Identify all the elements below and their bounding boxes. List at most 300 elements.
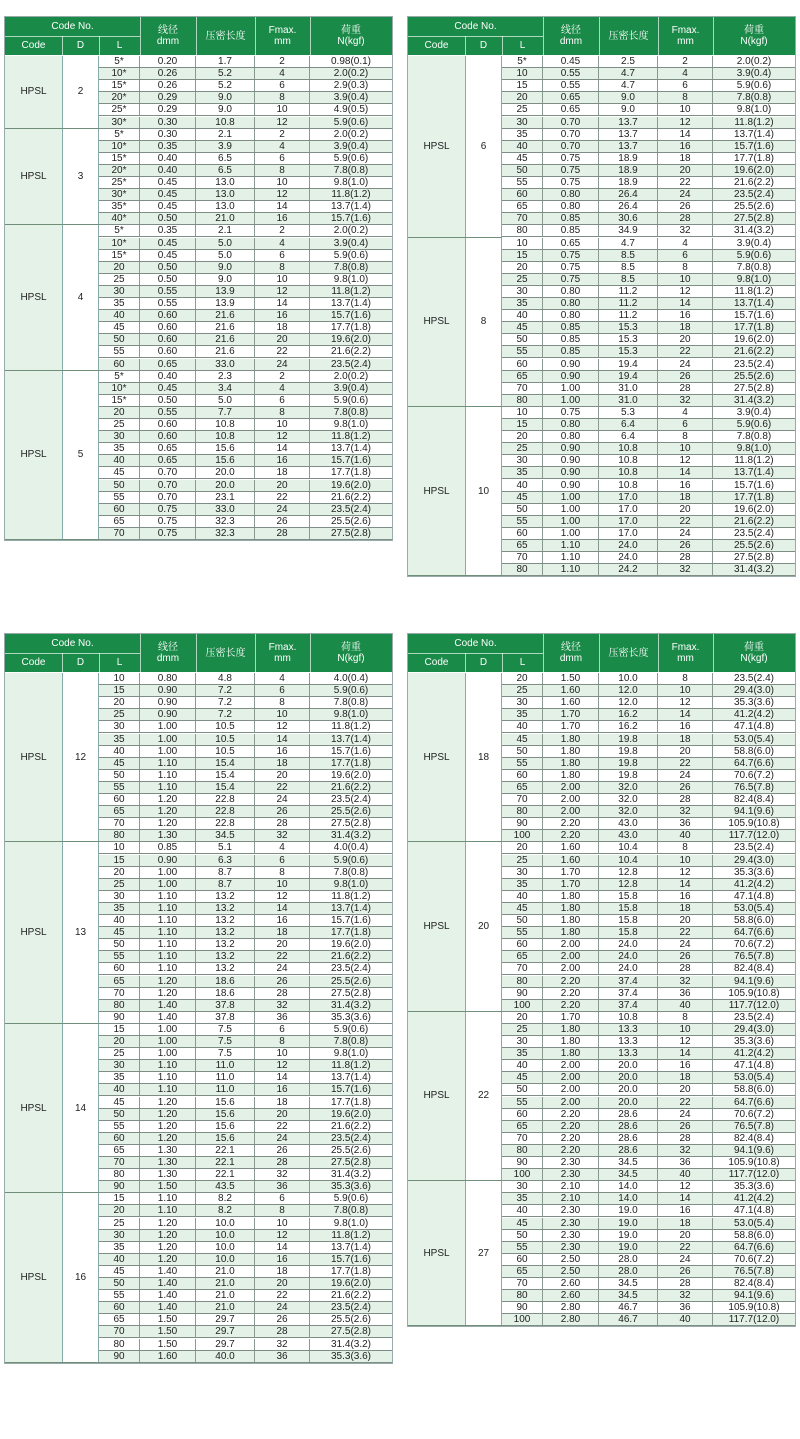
cell-fmax: 32 [255, 1339, 310, 1350]
cell-fmax: 14 [255, 734, 310, 745]
table-row [502, 516, 795, 528]
cell-load: 23.5(2.4) [733, 358, 775, 370]
cell-solid-length: 22.1 [196, 1157, 255, 1168]
cell-length: 55 [99, 951, 140, 962]
table-row [99, 371, 392, 383]
cell-solid-length: 13.9 [196, 286, 255, 297]
cell-wire-dia: 1.80 [543, 1048, 599, 1059]
cell-load: 25.5(2.6) [330, 806, 372, 818]
cell-solid-length: 14.0 [599, 1181, 658, 1192]
cell-load: 11.8(1.2) [331, 1060, 371, 1072]
table-row [99, 939, 392, 951]
cell-length: 15 [502, 250, 543, 261]
cell-length: 15 [502, 419, 543, 430]
cell-solid-length: 5.0 [196, 238, 255, 249]
cell-load: 11.8(1.2) [331, 1229, 371, 1241]
table-row [502, 1290, 795, 1302]
group-diameter: 5 [62, 371, 99, 539]
cell-length: 70 [99, 1326, 140, 1337]
table-row [502, 1012, 795, 1024]
table-row [502, 1181, 795, 1193]
cell-load: 27.5(2.8) [330, 818, 372, 830]
cell-solid-length: 10.8 [599, 480, 658, 491]
cell-wire-dia: 1.30 [140, 1157, 196, 1168]
cell-load: 15.7(1.6) [330, 1084, 372, 1096]
cell-wire-dia: 2.30 [543, 1205, 599, 1216]
cell-solid-length: 29.7 [196, 1339, 255, 1350]
cell-length: 45 [502, 903, 543, 914]
cell-wire-dia: 2.20 [543, 1145, 599, 1156]
header-column-divider [310, 634, 311, 672]
cell-load: 7.8(0.8) [736, 92, 772, 104]
table-row [99, 92, 392, 104]
group-code: HPSL [20, 86, 47, 98]
cell-length: 25 [502, 443, 543, 454]
spring-group-d3 [5, 129, 99, 226]
cell-load: 13.7(1.4) [330, 201, 372, 213]
cell-length: 45 [502, 734, 543, 745]
cell-length: 70 [502, 794, 543, 805]
table-row [502, 552, 795, 564]
table-row [502, 56, 795, 68]
cell-length: 70 [502, 1133, 543, 1144]
cell-length: 80 [502, 564, 543, 575]
cell-wire-dia: 0.70 [140, 467, 196, 478]
cell-wire-dia: 0.35 [140, 225, 196, 236]
cell-fmax: 18 [255, 927, 310, 938]
cell-solid-length: 43.5 [196, 1181, 255, 1192]
cell-load: 11.8(1.2) [331, 285, 371, 297]
cell-solid-length: 3.4 [196, 383, 255, 394]
cell-wire-dia: 1.80 [543, 734, 599, 745]
cell-fmax: 4 [255, 141, 310, 152]
cell-length: 80 [502, 806, 543, 817]
cell-fmax: 10 [255, 879, 310, 890]
cell-load: 17.7(1.8) [330, 757, 372, 769]
cell-fmax: 16 [658, 310, 713, 321]
cell-load: 2.0(0.2) [333, 225, 369, 237]
cell-load: 94.1(9.6) [733, 1290, 775, 1302]
cell-fmax: 16 [658, 480, 713, 491]
cell-wire-dia: 1.70 [543, 721, 599, 732]
cell-wire-dia: 1.10 [140, 951, 196, 962]
cell-length: 25* [99, 177, 140, 188]
cell-load: 13.7(1.4) [330, 443, 372, 455]
cell-solid-length: 20.0 [196, 467, 255, 478]
cell-wire-dia: 1.80 [543, 891, 599, 902]
cell-load: 19.6(2.0) [330, 479, 372, 491]
cell-length: 50 [502, 1084, 543, 1095]
cell-wire-dia: 1.00 [140, 1048, 196, 1059]
cell-wire-dia: 0.75 [543, 274, 599, 285]
cell-wire-dia: 0.85 [543, 213, 599, 224]
group-diameter: 2 [62, 56, 99, 128]
cell-length: 5* [99, 371, 140, 382]
cell-wire-dia: 0.65 [140, 443, 196, 454]
cell-solid-length: 16.2 [599, 721, 658, 732]
cell-length: 5* [99, 129, 140, 140]
cell-wire-dia: 1.10 [140, 915, 196, 926]
cell-length: 60 [99, 963, 140, 974]
cell-wire-dia: 0.75 [140, 516, 196, 527]
cell-solid-length: 15.3 [599, 334, 658, 345]
cell-load: 15.7(1.6) [733, 140, 775, 152]
header-divider [5, 36, 140, 37]
cell-solid-length: 28.6 [599, 1121, 658, 1132]
cell-wire-dia: 2.00 [543, 1060, 599, 1071]
header-column-divider [99, 653, 100, 672]
cell-length: 65 [502, 782, 543, 793]
cell-fmax: 12 [255, 1060, 310, 1071]
header-column-divider [62, 653, 63, 672]
table-row [99, 758, 392, 770]
cell-length: 65 [99, 806, 140, 817]
cell-load: 23.5(2.4) [733, 189, 775, 201]
cell-load: 17.7(1.8) [733, 491, 775, 503]
cell-fmax: 2 [255, 56, 310, 67]
cell-fmax: 4 [255, 68, 310, 79]
cell-load: 31.4(3.2) [733, 394, 775, 406]
cell-load: 13.7(1.4) [733, 467, 775, 479]
table-row [99, 516, 392, 528]
cell-solid-length: 2.5 [599, 56, 658, 67]
cell-fmax: 16 [658, 721, 713, 732]
cell-load: 58.8(6.0) [733, 1084, 775, 1096]
cell-load: 76.5(7.8) [733, 781, 775, 793]
cell-solid-length: 10.4 [599, 842, 658, 853]
cell-fmax: 16 [658, 1205, 713, 1216]
cell-wire-dia: 1.40 [140, 1266, 196, 1277]
group-diameter: 14 [62, 1024, 99, 1192]
cell-fmax: 36 [658, 818, 713, 829]
cell-solid-length: 19.8 [599, 734, 658, 745]
cell-fmax: 10 [658, 685, 713, 696]
cell-fmax: 20 [658, 165, 713, 176]
cell-load: 2.0(0.2) [333, 128, 369, 140]
cell-solid-length: 43.0 [599, 818, 658, 829]
cell-wire-dia: 0.30 [140, 117, 196, 128]
cell-fmax: 16 [255, 1084, 310, 1095]
cell-length: 90 [502, 818, 543, 829]
cell-wire-dia: 0.80 [543, 310, 599, 321]
table-row [502, 141, 795, 153]
cell-length: 25 [502, 1024, 543, 1035]
cell-fmax: 4 [658, 238, 713, 249]
table-row [502, 407, 795, 419]
cell-fmax: 26 [255, 516, 310, 527]
cell-wire-dia: 0.75 [140, 528, 196, 539]
table-row [99, 117, 392, 129]
cell-wire-dia: 1.20 [140, 1218, 196, 1229]
cell-solid-length: 9.0 [599, 104, 658, 115]
cell-length: 40 [99, 915, 140, 926]
cell-wire-dia: 1.60 [543, 685, 599, 696]
cell-wire-dia: 1.60 [543, 855, 599, 866]
cell-wire-dia: 0.80 [140, 673, 196, 684]
cell-fmax: 22 [255, 782, 310, 793]
cell-fmax: 12 [658, 1036, 713, 1047]
table-row [502, 298, 795, 310]
cell-load: 70.6(7.2) [733, 1253, 775, 1265]
table-row [502, 467, 795, 479]
table-row [99, 504, 392, 516]
cell-load: 64.7(6.6) [733, 1096, 775, 1108]
table-row [99, 1314, 392, 1326]
cell-fmax: 20 [658, 504, 713, 515]
cell-wire-dia: 0.85 [140, 842, 196, 853]
cell-solid-length: 14.0 [599, 1193, 658, 1204]
cell-wire-dia: 0.90 [140, 709, 196, 720]
cell-length: 30 [99, 1060, 140, 1071]
cell-length: 10 [502, 68, 543, 79]
table-row [99, 298, 392, 310]
table-row [502, 1109, 795, 1121]
cell-wire-dia: 2.20 [543, 1109, 599, 1120]
table-row [502, 262, 795, 274]
cell-load: 76.5(7.8) [733, 1265, 775, 1277]
cell-fmax: 22 [255, 951, 310, 962]
cell-wire-dia: 1.20 [140, 1242, 196, 1253]
cell-wire-dia: 0.75 [543, 250, 599, 261]
header-solid-length: 压密长度 [608, 30, 649, 42]
cell-wire-dia: 0.55 [140, 407, 196, 418]
table-row [99, 334, 392, 346]
group-code: HPSL [20, 927, 47, 939]
cell-length: 30 [502, 455, 543, 466]
group-code: HPSL [423, 921, 450, 933]
cell-load: 27.5(2.8) [733, 382, 775, 394]
header-code-no: Code No. [454, 21, 497, 32]
cell-load: 7.8(0.8) [333, 261, 369, 273]
cell-fmax: 12 [658, 697, 713, 708]
table-row [502, 153, 795, 165]
cell-load: 11.8(1.2) [734, 455, 774, 467]
cell-solid-length: 7.5 [196, 1048, 255, 1059]
table-row [99, 746, 392, 758]
table-row [502, 492, 795, 504]
cell-solid-length: 37.4 [599, 988, 658, 999]
table-row [502, 528, 795, 540]
cell-length: 60 [99, 794, 140, 805]
cell-load: 27.5(2.8) [330, 1157, 372, 1168]
cell-load: 25.5(2.6) [733, 201, 775, 213]
cell-fmax: 2 [255, 371, 310, 382]
header-d: D [479, 40, 488, 51]
cell-length: 80 [502, 1145, 543, 1156]
table-row [502, 564, 795, 576]
cell-fmax: 22 [658, 758, 713, 769]
cell-length: 35 [502, 1193, 543, 1204]
cell-length: 70 [99, 988, 140, 999]
cell-wire-dia: 0.65 [140, 359, 196, 370]
cell-wire-dia: 0.85 [543, 334, 599, 345]
cell-solid-length: 11.2 [599, 286, 658, 297]
cell-solid-length: 2.3 [196, 371, 255, 382]
cell-solid-length: 9.0 [599, 92, 658, 103]
group-code: HPSL [423, 1247, 450, 1259]
cell-wire-dia: 1.50 [543, 673, 599, 684]
cell-solid-length: 24.0 [599, 951, 658, 962]
cell-solid-length: 28.6 [599, 1133, 658, 1144]
cell-solid-length: 32.0 [599, 782, 658, 793]
header-column-divider [140, 17, 141, 55]
cell-length: 70 [99, 528, 140, 539]
cell-load: 27.5(2.8) [733, 552, 775, 564]
cell-fmax: 24 [658, 528, 713, 539]
cell-wire-dia: 1.00 [543, 492, 599, 503]
cell-length: 5* [99, 225, 140, 236]
cell-length: 60 [502, 939, 543, 950]
table-row [99, 443, 392, 455]
cell-solid-length: 10.0 [196, 1230, 255, 1241]
table-row [502, 431, 795, 443]
table-row [99, 1193, 392, 1205]
cell-length: 50 [502, 915, 543, 926]
cell-load: 9.8(1.0) [333, 1217, 369, 1229]
cell-length: 15 [99, 685, 140, 696]
cell-solid-length: 40.0 [196, 1351, 255, 1362]
cell-load: 4.0(0.4) [333, 842, 369, 854]
table-row [502, 225, 795, 237]
table-row [502, 165, 795, 177]
cell-fmax: 26 [658, 1266, 713, 1277]
spring-group-d12 [5, 673, 99, 842]
header-column-divider [658, 17, 659, 55]
cell-wire-dia: 1.60 [543, 842, 599, 853]
table-row [502, 1121, 795, 1133]
cell-load: 58.8(6.0) [733, 915, 775, 926]
cell-solid-length: 15.6 [196, 443, 255, 454]
cell-length: 70 [502, 963, 543, 974]
cell-load: 7.8(0.8) [333, 1205, 369, 1217]
cell-load: 27.5(2.8) [330, 987, 372, 999]
cell-solid-length: 10.5 [196, 734, 255, 745]
table-row [99, 419, 392, 431]
table-body [408, 673, 795, 1326]
cell-load: 21.6(2.2) [733, 346, 775, 358]
table-row [99, 855, 392, 867]
cell-fmax: 40 [658, 1169, 713, 1180]
cell-wire-dia: 0.75 [543, 153, 599, 164]
cell-wire-dia: 0.65 [543, 92, 599, 103]
cell-solid-length: 18.6 [196, 976, 255, 987]
cell-wire-dia: 1.70 [543, 879, 599, 890]
cell-load: 19.6(2.0) [330, 1278, 372, 1289]
cell-fmax: 16 [255, 915, 310, 926]
cell-wire-dia: 1.10 [140, 1084, 196, 1095]
cell-length: 65 [99, 976, 140, 987]
cell-load: 23.5(2.4) [330, 1302, 372, 1314]
cell-length: 15* [99, 395, 140, 406]
cell-wire-dia: 0.45 [140, 201, 196, 212]
cell-wire-dia: 0.80 [543, 201, 599, 212]
cell-fmax: 24 [658, 1109, 713, 1120]
cell-fmax: 4 [255, 842, 310, 853]
table-row [502, 117, 795, 129]
cell-wire-dia: 1.10 [140, 1072, 196, 1083]
cell-length: 25 [99, 274, 140, 285]
cell-load: 5.9(0.6) [333, 1023, 369, 1035]
header-wire-dia: 线径 dmm [559, 642, 583, 664]
spring-group-d16 [5, 1193, 99, 1362]
table-row [99, 1181, 392, 1193]
cell-solid-length: 46.7 [599, 1314, 658, 1325]
cell-wire-dia: 2.50 [543, 1254, 599, 1265]
cell-solid-length: 28.0 [599, 1266, 658, 1277]
table-body [5, 56, 392, 540]
group-diameter: 16 [62, 1193, 99, 1361]
group-diameter: 3 [62, 129, 99, 225]
cell-solid-length: 15.3 [599, 346, 658, 357]
cell-length: 45 [502, 1218, 543, 1229]
cell-load: 35.3(3.6) [733, 1181, 775, 1193]
cell-wire-dia: 0.65 [543, 104, 599, 115]
cell-length: 20 [502, 262, 543, 273]
cell-fmax: 24 [255, 794, 310, 805]
cell-fmax: 24 [658, 1254, 713, 1265]
cell-fmax: 12 [255, 1230, 310, 1241]
cell-fmax: 28 [658, 383, 713, 394]
table-row [502, 782, 795, 794]
cell-wire-dia: 1.10 [140, 927, 196, 938]
cell-load: 117.7(12.0) [728, 830, 780, 842]
table-row [502, 758, 795, 770]
cell-wire-dia: 1.20 [140, 1133, 196, 1144]
table-row [502, 213, 795, 225]
cell-wire-dia: 0.60 [140, 310, 196, 321]
table-row [502, 1145, 795, 1157]
table-row [502, 1230, 795, 1242]
header-load: 荷重 N(kgf) [337, 25, 365, 47]
header-wire-dia: 线径 dmm [559, 25, 583, 47]
cell-load: 21.6(2.2) [330, 781, 372, 793]
cell-fmax: 4 [255, 383, 310, 394]
cell-wire-dia: 0.80 [543, 189, 599, 200]
table-row [99, 1278, 392, 1290]
cell-load: 82.4(8.4) [733, 963, 775, 975]
table-row [99, 1060, 392, 1072]
cell-load: 13.7(1.4) [733, 298, 775, 309]
cell-length: 55 [502, 1097, 543, 1108]
cell-length: 40 [99, 1254, 140, 1265]
cell-load: 15.7(1.6) [733, 310, 775, 322]
cell-length: 80 [502, 225, 543, 236]
cell-length: 20 [502, 431, 543, 442]
cell-solid-length: 8.5 [599, 262, 658, 273]
cell-length: 100 [502, 1314, 543, 1325]
cell-load: 19.6(2.0) [330, 1108, 372, 1120]
header-column-divider [196, 17, 197, 55]
cell-load: 13.7(1.4) [330, 298, 372, 309]
cell-wire-dia: 1.50 [140, 1314, 196, 1325]
cell-length: 60 [502, 1109, 543, 1120]
cell-solid-length: 13.2 [196, 963, 255, 974]
cell-solid-length: 13.7 [599, 141, 658, 152]
cell-wire-dia: 1.00 [140, 879, 196, 890]
cell-load: 7.8(0.8) [736, 431, 772, 443]
cell-load: 17.7(1.8) [330, 322, 372, 334]
cell-fmax: 12 [255, 431, 310, 442]
cell-solid-length: 43.0 [599, 830, 658, 841]
cell-length: 20 [99, 1036, 140, 1047]
cell-wire-dia: 0.40 [140, 165, 196, 176]
cell-fmax: 22 [658, 177, 713, 188]
cell-fmax: 26 [658, 540, 713, 551]
cell-fmax: 14 [255, 298, 310, 309]
table-row [99, 709, 392, 721]
table-row [99, 818, 392, 830]
cell-fmax: 28 [255, 818, 310, 829]
